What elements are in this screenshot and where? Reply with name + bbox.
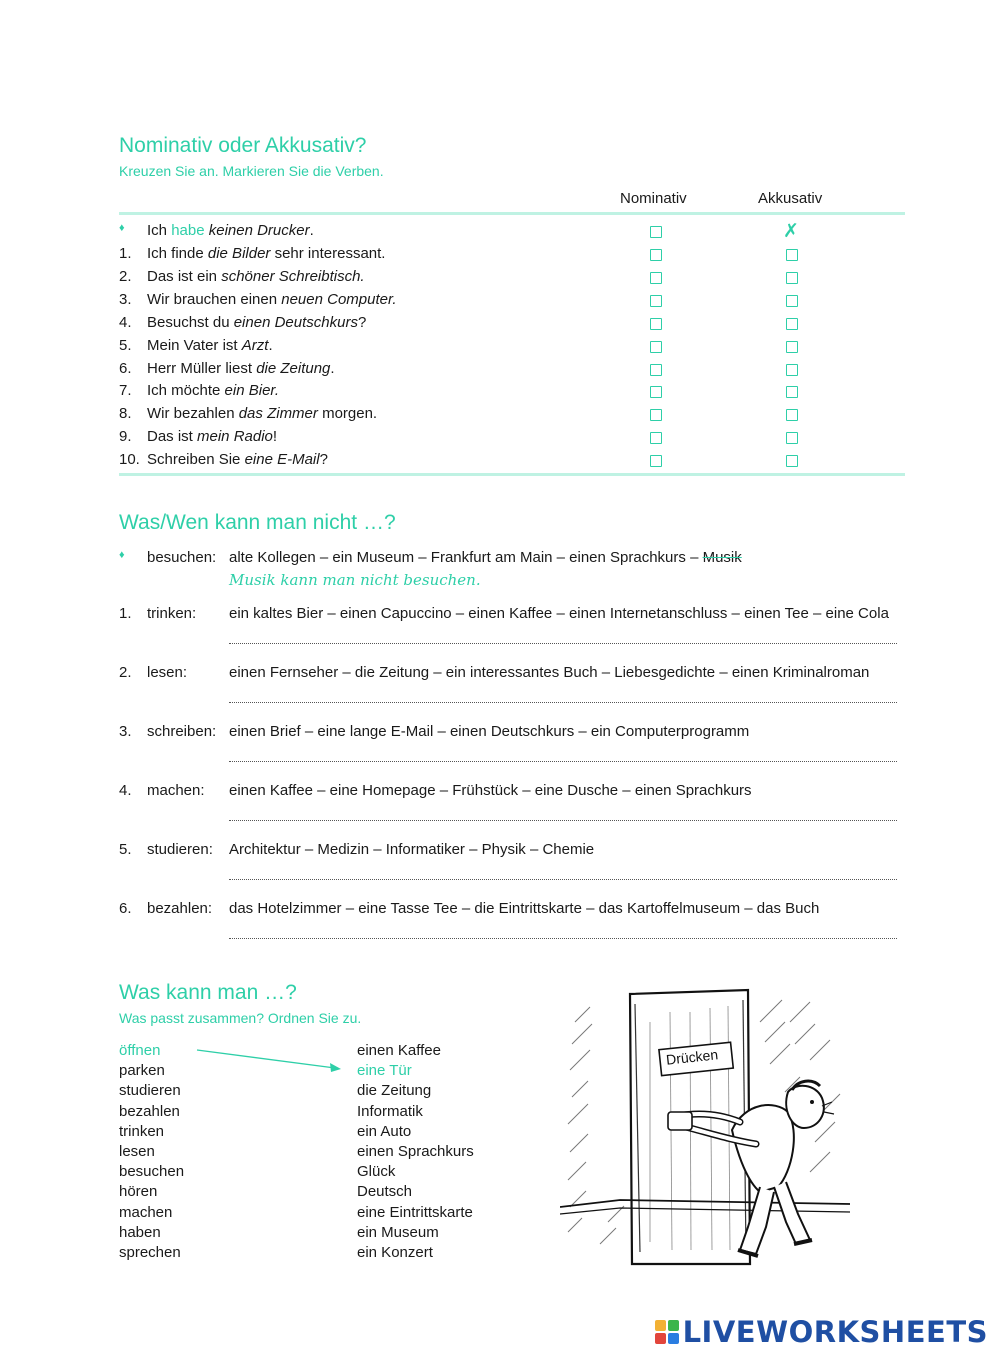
sentence-row (119, 451, 905, 474)
sentence-text: Das ist mein Radio! (147, 428, 278, 446)
sentence-number: 10. (119, 451, 140, 469)
checkbox-akkusativ[interactable] (786, 341, 798, 353)
checkbox-akkusativ[interactable] (786, 364, 798, 376)
section2-example-options: alte Kollegen – ein Museum – Frankfurt am Main – einen Sprachkurs – Musik (229, 549, 742, 566)
checkbox-akkusativ[interactable] (786, 409, 798, 421)
sentence-row (119, 337, 905, 360)
example-bullet: ♦ (119, 222, 125, 234)
example-row (119, 222, 905, 245)
table-bottom-rule (119, 473, 905, 476)
checkbox-akkusativ[interactable] (786, 272, 798, 284)
object-item[interactable]: einen Kaffee (357, 1042, 441, 1059)
checkbox-nominativ[interactable] (650, 249, 662, 261)
checkbox-nominativ[interactable] (650, 409, 662, 421)
section2-example-bullet: ♦ (119, 549, 125, 561)
answer-line[interactable] (229, 702, 897, 703)
example-checkbox-nominativ[interactable] (650, 226, 662, 238)
sentence-row (119, 360, 905, 383)
object-item[interactable]: einen Sprachkurs (357, 1143, 474, 1161)
sentence-number: 2. (119, 267, 132, 285)
sentence-text: Besuchst du einen Deutschkurs? (147, 313, 367, 331)
object-item[interactable]: ein Auto (357, 1122, 412, 1140)
sentence-number: 6. (119, 359, 132, 377)
section1-instruction: Kreuzen Sie an. Markieren Sie die Verben. (119, 163, 384, 179)
verb-item[interactable]: parken (119, 1062, 165, 1080)
verb-item[interactable]: hören (119, 1183, 158, 1201)
verb-list (119, 1041, 184, 1263)
section1-title: Nominativ oder Akkusativ? (119, 134, 367, 157)
checkbox-nominativ[interactable] (650, 455, 662, 467)
object-item[interactable]: Deutsch (357, 1183, 413, 1201)
sentence-row (119, 382, 905, 405)
checkbox-akkusativ[interactable] (786, 455, 798, 467)
section3-title: Was kann man …? (119, 981, 297, 1004)
sentence-number: 3. (119, 290, 132, 308)
sentence-text: Wir bezahlen das Zimmer morgen. (147, 405, 378, 423)
table-top-rule (119, 212, 905, 215)
row-verb: studieren: (147, 841, 213, 858)
row-options: Architektur – Medizin – Informatiker – Physik – Chemie (229, 841, 595, 858)
verb-item[interactable]: bezahlen (119, 1102, 180, 1120)
answer-line[interactable] (229, 820, 897, 821)
verb-item[interactable]: haben (119, 1223, 161, 1241)
object-list (357, 1041, 474, 1263)
sentence-text: Wir brauchen einen neuen Computer. (147, 290, 397, 308)
row-options: ein kaltes Bier – einen Capuccino – einen Kaffee – einen Internetanschluss – einen Tee – eine Cola (229, 605, 889, 622)
checkbox-akkusativ[interactable] (786, 295, 798, 307)
sentence-number: 7. (119, 382, 132, 400)
door-illustration (560, 982, 850, 1272)
sentence-text: Mein Vater ist Arzt. (147, 336, 273, 354)
liveworksheets-brand[interactable] (655, 1315, 988, 1349)
checkbox-nominativ[interactable] (650, 341, 662, 353)
sentence-text: Schreiben Sie eine E-Mail? (147, 451, 328, 469)
example-verb: habe (171, 222, 205, 239)
checkbox-nominativ[interactable] (650, 272, 662, 284)
row-verb: trinken: (147, 605, 197, 622)
checkbox-nominativ[interactable] (650, 386, 662, 398)
object-item[interactable]: ein Museum (357, 1223, 439, 1241)
example-cross-mark: ✗ (783, 221, 799, 242)
matching-arrow (195, 1045, 355, 1075)
section3-instruction: Was passt zusammen? Ordnen Sie zu. (119, 1010, 362, 1026)
answer-line[interactable] (229, 643, 897, 644)
sentence-text: Ich möchte ein Bier. (147, 382, 280, 400)
answer-line[interactable] (229, 761, 897, 762)
sentence-text: Herr Müller liest die Zeitung. (147, 359, 335, 377)
answer-line[interactable] (229, 938, 897, 939)
verb-item[interactable]: lesen (119, 1143, 155, 1161)
brand-name: LIVEWORKSHEETS (682, 1315, 988, 1349)
row-options: einen Brief – eine lange E-Mail – einen Deutschkurs – ein Computerprogramm (229, 723, 750, 740)
sentence-number: 1. (119, 245, 132, 262)
sentence-number: 9. (119, 428, 132, 446)
row-number: 5. (119, 841, 132, 858)
checkbox-nominativ[interactable] (650, 432, 662, 444)
door-sign-text: Drücken (665, 1046, 719, 1068)
verb-item[interactable]: machen (119, 1203, 173, 1221)
example-sentence: Ich habe keinen Drucker. (147, 222, 314, 239)
object-item[interactable]: ein Konzert (357, 1244, 433, 1262)
row-verb: schreiben: (147, 723, 217, 740)
row-verb: lesen: (147, 664, 188, 681)
section2-title: Was/Wen kann man nicht …? (119, 511, 396, 534)
checkbox-akkusativ[interactable] (786, 386, 798, 398)
sentence-text: Das ist ein schöner Schreibtisch. (147, 267, 365, 285)
row-verb: machen: (147, 782, 205, 799)
checkbox-nominativ[interactable] (650, 318, 662, 330)
answer-line[interactable] (229, 879, 897, 880)
object-item[interactable]: Glück (357, 1163, 396, 1181)
sentence-number: 8. (119, 405, 132, 423)
checkbox-akkusativ[interactable] (786, 432, 798, 444)
sentence-number: 5. (119, 336, 132, 354)
brand-logo-icon (655, 1320, 679, 1344)
row-verb: bezahlen: (147, 900, 213, 917)
row-options: einen Kaffee – eine Homepage – Frühstück – eine Dusche – einen Sprachkurs (229, 782, 752, 799)
sentence-number: 4. (119, 313, 132, 331)
object-item[interactable]: die Zeitung (357, 1082, 432, 1100)
sentence-row (119, 428, 905, 451)
checkbox-nominativ[interactable] (650, 364, 662, 376)
row-number: 6. (119, 900, 132, 917)
verb-item[interactable]: trinken (119, 1122, 165, 1140)
section2-example-verb: besuchen: (147, 549, 217, 566)
column-header-akkusativ: Akkusativ (758, 190, 823, 207)
verb-item[interactable]: öffnen (119, 1042, 161, 1059)
row-options: das Hotelzimmer – eine Tasse Tee – die Eintrittskarte – das Kartoffelmuseum – das Buch (229, 900, 820, 917)
row-number: 3. (119, 723, 132, 740)
sentence-row (119, 291, 905, 314)
object-item[interactable]: eine Tür (357, 1062, 412, 1080)
object-item[interactable]: Informatik (357, 1102, 423, 1120)
checkbox-akkusativ[interactable] (786, 318, 798, 330)
row-options: einen Fernseher – die Zeitung – ein interessantes Buch – Liebesgedichte – einen Kriminalroman (229, 664, 870, 681)
verb-item[interactable]: studieren (119, 1082, 181, 1100)
object-item[interactable]: eine Eintrittskarte (357, 1203, 473, 1221)
section2-example-answer: Musik kann man nicht besuchen. (229, 571, 481, 589)
row-number: 4. (119, 782, 132, 799)
verb-item[interactable]: sprechen (119, 1244, 181, 1262)
sentence-row (119, 245, 905, 268)
sentence-row (119, 405, 905, 428)
checkbox-akkusativ[interactable] (786, 249, 798, 261)
verb-item[interactable]: besuchen (119, 1163, 185, 1181)
sentence-row (119, 314, 905, 337)
column-header-nominativ: Nominativ (620, 190, 687, 207)
row-number: 2. (119, 664, 132, 681)
sentence-row (119, 268, 905, 291)
sentence-text: Ich finde die Bilder sehr interessant. (147, 245, 386, 262)
checkbox-nominativ[interactable] (650, 295, 662, 307)
struck-option: Musik (702, 549, 742, 566)
row-number: 1. (119, 605, 132, 622)
